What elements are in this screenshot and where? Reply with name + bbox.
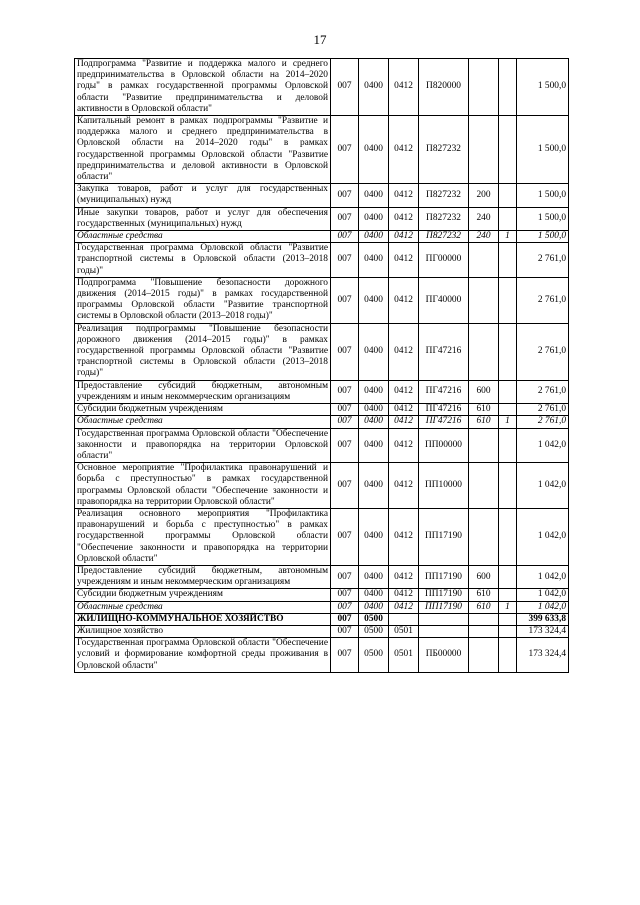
item-name-cell: Субсидии бюджетным учреждениям bbox=[75, 404, 331, 416]
section-code-cell: 0400 bbox=[359, 277, 389, 323]
funding-source-code-cell bbox=[499, 638, 517, 673]
item-name-cell: Предоставление субсидий бюджетным, автономным учреждениям и иным некоммерческим организациям bbox=[75, 380, 331, 403]
subsection-code-cell: 0412 bbox=[389, 565, 419, 588]
item-name-cell: Областные средства bbox=[75, 231, 331, 243]
target-article-code-cell: ПП17190 bbox=[419, 565, 469, 588]
expense-type-code-cell bbox=[469, 625, 499, 637]
amount-cell: 1 500,0 bbox=[517, 116, 569, 184]
amount-cell: 1 500,0 bbox=[517, 184, 569, 207]
funding-source-code-cell bbox=[499, 380, 517, 403]
ministry-code-cell: 007 bbox=[331, 231, 359, 243]
item-name-cell: Основное мероприятие "Профилактика правонарушений и борьба с преступностью" в рамках государственной программы Орловской области "Обеспечение законности и правопорядка на территории Орловской области" bbox=[75, 463, 331, 509]
funding-source-code-cell bbox=[499, 404, 517, 416]
ministry-code-cell: 007 bbox=[331, 207, 359, 230]
item-name-cell: Областные средства bbox=[75, 416, 331, 428]
ministry-code-cell: 007 bbox=[331, 601, 359, 613]
amount-cell: 1 500,0 bbox=[517, 207, 569, 230]
table-row bbox=[75, 231, 569, 243]
table-row bbox=[75, 508, 569, 565]
target-article-code-cell: П827232 bbox=[419, 207, 469, 230]
target-article-code-cell bbox=[419, 625, 469, 637]
funding-source-code-cell bbox=[499, 565, 517, 588]
subsection-code-cell: 0501 bbox=[389, 638, 419, 673]
amount-cell: 1 042,0 bbox=[517, 565, 569, 588]
amount-cell: 399 633,8 bbox=[517, 613, 569, 625]
ministry-code-cell: 007 bbox=[331, 404, 359, 416]
expense-type-code-cell: 240 bbox=[469, 231, 499, 243]
subsection-code-cell: 0412 bbox=[389, 589, 419, 601]
amount-cell: 1 500,0 bbox=[517, 59, 569, 116]
funding-source-code-cell bbox=[499, 613, 517, 625]
item-name-cell: Капитальный ремонт в рамках подпрограммы "Развитие и поддержка малого и среднего предпринимательства в Орловской области на 2014–2020 годы" в рамках государственной программы Орловской области "Развитие предпринимательства и деловой активности в Орловской области" bbox=[75, 116, 331, 184]
subsection-code-cell: 0412 bbox=[389, 116, 419, 184]
section-code-cell: 0400 bbox=[359, 463, 389, 509]
item-name-cell: Государственная программа Орловской области "Обеспечение условий и формирование комфортной среды проживания в Орловской области" bbox=[75, 638, 331, 673]
target-article-code-cell: ПП17190 bbox=[419, 508, 469, 565]
section-code-cell: 0500 bbox=[359, 625, 389, 637]
table-row bbox=[75, 463, 569, 509]
expense-type-code-cell: 600 bbox=[469, 565, 499, 588]
target-article-code-cell: ПП10000 bbox=[419, 463, 469, 509]
ministry-code-cell: 007 bbox=[331, 416, 359, 428]
page-number: 17 bbox=[313, 32, 327, 47]
item-name-cell: Подпрограмма "Повышение безопасности дорожного движения (2014–2015 годы)" в рамках государственной программы Орловской области "Развитие транспортной системы в Орловской области (2013–2018 годы)" bbox=[75, 277, 331, 323]
expense-type-code-cell bbox=[469, 277, 499, 323]
ministry-code-cell: 007 bbox=[331, 565, 359, 588]
funding-source-code-cell bbox=[499, 116, 517, 184]
expense-type-code-cell: 600 bbox=[469, 380, 499, 403]
item-name-cell: Реализация основного мероприятия "Профилактика правонарушений и борьба с преступностью" в рамках государственной программы Орловской области "Обеспечение законности и правопорядка на территории Орловской области" bbox=[75, 508, 331, 565]
target-article-code-cell: ПГ40000 bbox=[419, 277, 469, 323]
ministry-code-cell: 007 bbox=[331, 589, 359, 601]
section-code-cell: 0500 bbox=[359, 638, 389, 673]
ministry-code-cell: 007 bbox=[331, 323, 359, 380]
funding-source-code-cell bbox=[499, 277, 517, 323]
target-article-code-cell: ПГ47216 bbox=[419, 416, 469, 428]
section-code-cell: 0400 bbox=[359, 565, 389, 588]
expense-type-code-cell bbox=[469, 243, 499, 278]
amount-cell: 2 761,0 bbox=[517, 323, 569, 380]
item-name-cell: ЖИЛИЩНО-КОММУНАЛЬНОЕ ХОЗЯЙСТВО bbox=[75, 613, 331, 625]
section-code-cell: 0400 bbox=[359, 243, 389, 278]
amount-cell: 2 761,0 bbox=[517, 380, 569, 403]
ministry-code-cell: 007 bbox=[331, 638, 359, 673]
target-article-code-cell: ПГ47216 bbox=[419, 323, 469, 380]
table-row bbox=[75, 565, 569, 588]
table-row bbox=[75, 243, 569, 278]
section-code-cell: 0400 bbox=[359, 380, 389, 403]
section-code-cell: 0400 bbox=[359, 59, 389, 116]
table-body bbox=[75, 59, 569, 673]
amount-cell: 173 324,4 bbox=[517, 625, 569, 637]
funding-source-code-cell bbox=[499, 589, 517, 601]
section-code-cell: 0400 bbox=[359, 207, 389, 230]
expense-type-code-cell bbox=[469, 613, 499, 625]
funding-source-code-cell: 1 bbox=[499, 231, 517, 243]
table-row bbox=[75, 207, 569, 230]
funding-source-code-cell bbox=[499, 207, 517, 230]
target-article-code-cell: ПП00000 bbox=[419, 428, 469, 463]
expense-type-code-cell bbox=[469, 428, 499, 463]
target-article-code-cell: ПГ47216 bbox=[419, 404, 469, 416]
table-row bbox=[75, 638, 569, 673]
funding-source-code-cell: 1 bbox=[499, 416, 517, 428]
amount-cell: 2 761,0 bbox=[517, 243, 569, 278]
section-code-cell: 0400 bbox=[359, 231, 389, 243]
section-code-cell: 0400 bbox=[359, 589, 389, 601]
section-code-cell: 0400 bbox=[359, 416, 389, 428]
funding-source-code-cell bbox=[499, 508, 517, 565]
section-code-cell: 0400 bbox=[359, 116, 389, 184]
item-name-cell: Государственная программа Орловской области "Обеспечение законности и правопорядка на территории Орловской области" bbox=[75, 428, 331, 463]
section-code-cell: 0500 bbox=[359, 613, 389, 625]
item-name-cell: Государственная программа Орловской области "Развитие транспортной системы в Орловской области (2013–2018 годы)" bbox=[75, 243, 331, 278]
expense-type-code-cell: 610 bbox=[469, 589, 499, 601]
expense-type-code-cell: 610 bbox=[469, 601, 499, 613]
subsection-code-cell: 0412 bbox=[389, 243, 419, 278]
target-article-code-cell: ПГ47216 bbox=[419, 380, 469, 403]
ministry-code-cell: 007 bbox=[331, 243, 359, 278]
table-row bbox=[75, 380, 569, 403]
funding-source-code-cell bbox=[499, 323, 517, 380]
item-name-cell: Областные средства bbox=[75, 601, 331, 613]
funding-source-code-cell bbox=[499, 59, 517, 116]
item-name-cell: Подпрограмма "Развитие и поддержка малого и среднего предпринимательства в Орловской области на 2014–2020 годы" в рамках государственной программы Орловской области "Развитие предпринимательства и деловой активности в Орловской области" bbox=[75, 59, 331, 116]
table-row bbox=[75, 428, 569, 463]
table-row bbox=[75, 404, 569, 416]
table-row bbox=[75, 625, 569, 637]
subsection-code-cell: 0412 bbox=[389, 231, 419, 243]
expense-type-code-cell bbox=[469, 59, 499, 116]
expense-type-code-cell: 240 bbox=[469, 207, 499, 230]
section-code-cell: 0400 bbox=[359, 428, 389, 463]
section-code-cell: 0400 bbox=[359, 323, 389, 380]
target-article-code-cell: П827232 bbox=[419, 116, 469, 184]
expense-type-code-cell: 610 bbox=[469, 416, 499, 428]
table-row bbox=[75, 277, 569, 323]
target-article-code-cell: ПП17190 bbox=[419, 601, 469, 613]
target-article-code-cell bbox=[419, 613, 469, 625]
ministry-code-cell: 007 bbox=[331, 184, 359, 207]
ministry-code-cell: 007 bbox=[331, 463, 359, 509]
target-article-code-cell: П827232 bbox=[419, 231, 469, 243]
ministry-code-cell: 007 bbox=[331, 59, 359, 116]
expense-type-code-cell bbox=[469, 508, 499, 565]
amount-cell: 1 042,0 bbox=[517, 463, 569, 509]
funding-source-code-cell bbox=[499, 625, 517, 637]
item-name-cell: Субсидии бюджетным учреждениям bbox=[75, 589, 331, 601]
subsection-code-cell: 0412 bbox=[389, 380, 419, 403]
amount-cell: 1 042,0 bbox=[517, 428, 569, 463]
section-code-cell: 0400 bbox=[359, 508, 389, 565]
amount-cell: 173 324,4 bbox=[517, 638, 569, 673]
expense-type-code-cell: 200 bbox=[469, 184, 499, 207]
expense-type-code-cell: 610 bbox=[469, 404, 499, 416]
target-article-code-cell: ПБ00000 bbox=[419, 638, 469, 673]
subsection-code-cell: 0412 bbox=[389, 463, 419, 509]
table-row bbox=[75, 416, 569, 428]
expense-type-code-cell bbox=[469, 463, 499, 509]
subsection-code-cell: 0412 bbox=[389, 207, 419, 230]
item-name-cell: Закупка товаров, работ и услуг для государственных (муниципальных) нужд bbox=[75, 184, 331, 207]
funding-source-code-cell bbox=[499, 428, 517, 463]
funding-source-code-cell bbox=[499, 463, 517, 509]
ministry-code-cell: 007 bbox=[331, 625, 359, 637]
expense-type-code-cell bbox=[469, 116, 499, 184]
ministry-code-cell: 007 bbox=[331, 428, 359, 463]
target-article-code-cell: ПП17190 bbox=[419, 589, 469, 601]
amount-cell: 1 042,0 bbox=[517, 601, 569, 613]
subsection-code-cell: 0412 bbox=[389, 428, 419, 463]
item-name-cell: Предоставление субсидий бюджетным, автономным учреждениям и иным некоммерческим организациям bbox=[75, 565, 331, 588]
subsection-code-cell: 0412 bbox=[389, 601, 419, 613]
funding-source-code-cell bbox=[499, 184, 517, 207]
table-row bbox=[75, 613, 569, 625]
expense-type-code-cell bbox=[469, 323, 499, 380]
target-article-code-cell: П827232 bbox=[419, 184, 469, 207]
amount-cell: 1 500,0 bbox=[517, 231, 569, 243]
subsection-code-cell: 0501 bbox=[389, 625, 419, 637]
subsection-code-cell: 0412 bbox=[389, 416, 419, 428]
table-row bbox=[75, 116, 569, 184]
amount-cell: 2 761,0 bbox=[517, 416, 569, 428]
funding-source-code-cell: 1 bbox=[499, 601, 517, 613]
table-row bbox=[75, 601, 569, 613]
table-row bbox=[75, 59, 569, 116]
item-name-cell: Реализация подпрограммы "Повышение безопасности дорожного движения (2014–2015 годы)" в рамках государственной программы Орловской области "Развитие транспортной системы в Орловской области (2013–2018 годы)" bbox=[75, 323, 331, 380]
item-name-cell: Жилищное хозяйство bbox=[75, 625, 331, 637]
section-code-cell: 0400 bbox=[359, 184, 389, 207]
subsection-code-cell: 0412 bbox=[389, 508, 419, 565]
subsection-code-cell: 0412 bbox=[389, 184, 419, 207]
budget-table bbox=[74, 58, 569, 673]
amount-cell: 1 042,0 bbox=[517, 508, 569, 565]
ministry-code-cell: 007 bbox=[331, 277, 359, 323]
subsection-code-cell bbox=[389, 613, 419, 625]
table-row bbox=[75, 323, 569, 380]
target-article-code-cell: П820000 bbox=[419, 59, 469, 116]
table-row bbox=[75, 184, 569, 207]
funding-source-code-cell bbox=[499, 243, 517, 278]
subsection-code-cell: 0412 bbox=[389, 277, 419, 323]
target-article-code-cell: ПГ00000 bbox=[419, 243, 469, 278]
expense-type-code-cell bbox=[469, 638, 499, 673]
ministry-code-cell: 007 bbox=[331, 380, 359, 403]
amount-cell: 1 042,0 bbox=[517, 589, 569, 601]
ministry-code-cell: 007 bbox=[331, 508, 359, 565]
amount-cell: 2 761,0 bbox=[517, 404, 569, 416]
table-row bbox=[75, 589, 569, 601]
subsection-code-cell: 0412 bbox=[389, 59, 419, 116]
section-code-cell: 0400 bbox=[359, 404, 389, 416]
ministry-code-cell: 007 bbox=[331, 116, 359, 184]
amount-cell: 2 761,0 bbox=[517, 277, 569, 323]
ministry-code-cell: 007 bbox=[331, 613, 359, 625]
section-code-cell: 0400 bbox=[359, 601, 389, 613]
item-name-cell: Иные закупки товаров, работ и услуг для обеспечения государственных (муниципальных) нужд bbox=[75, 207, 331, 230]
subsection-code-cell: 0412 bbox=[389, 404, 419, 416]
subsection-code-cell: 0412 bbox=[389, 323, 419, 380]
